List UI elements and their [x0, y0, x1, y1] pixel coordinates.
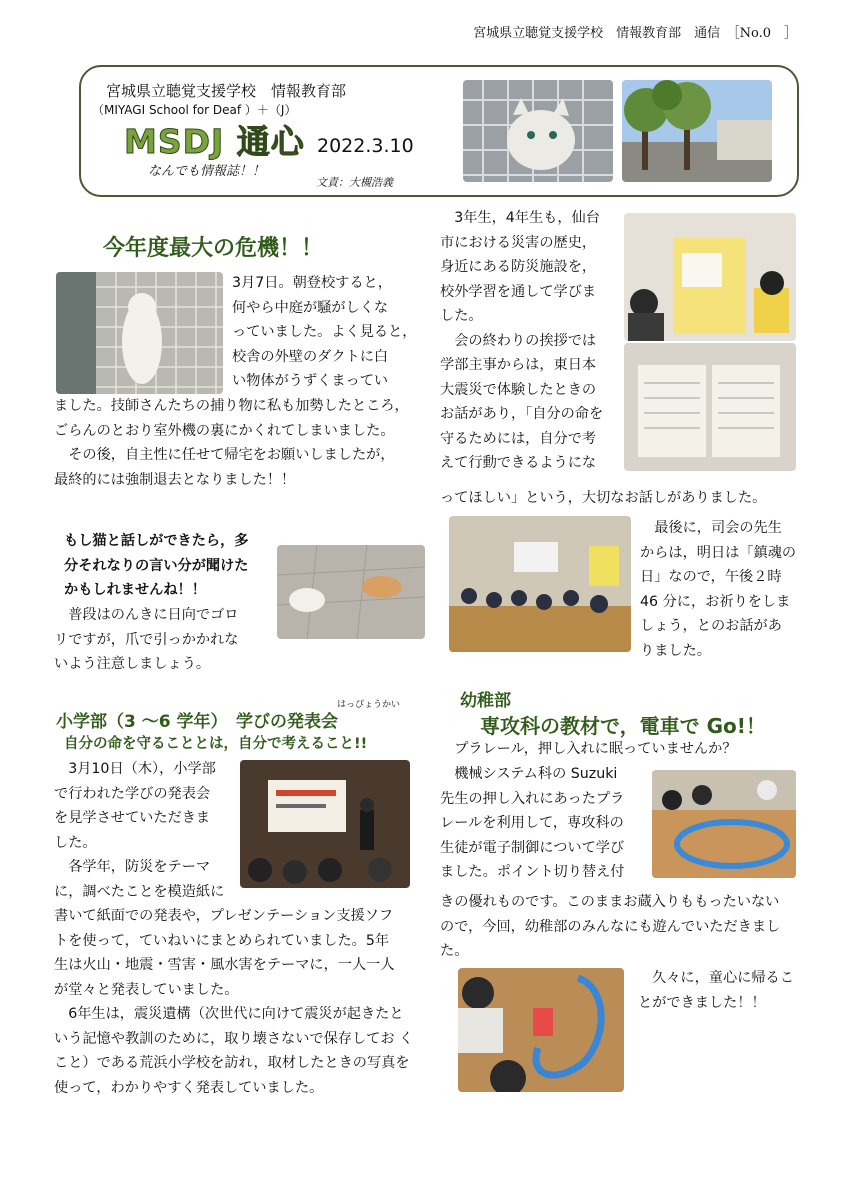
grade34-text-right — [640, 516, 810, 663]
kindergarten-title: 幼稚部 — [460, 691, 511, 711]
text-line: 何やら中庭が騒がしくな — [232, 299, 389, 316]
text-line: 身近にある防災施設を， — [440, 259, 597, 275]
text-line: もし猫と話しができたら，多 — [64, 533, 249, 549]
text-line: を見学させていただきま — [54, 810, 211, 826]
text-line: からは，明日は「鎮魂の — [640, 544, 797, 561]
text-line: 日」なので，午後２時 — [640, 569, 782, 585]
text-line: りました。 — [640, 642, 711, 659]
text-line: 最後に，司会の先生 — [640, 520, 782, 536]
masthead-title: MSDJ 通心 — [124, 122, 305, 161]
text-line: っていました。よく見ると， — [232, 324, 417, 340]
text-line: ました。技師さんたちの捕り物に私も加勢したところ， — [54, 398, 409, 414]
text-line: こと）である荒浜小学校を訪れ，取材したときの写真を — [54, 1055, 410, 1071]
text-line: お話があり，「自分の命を — [440, 406, 604, 422]
text-line: ました。ポイント切り替え付 — [440, 864, 625, 880]
cat-talk-text — [54, 603, 269, 677]
text-line: 46 分に，お祈りをしま — [640, 593, 791, 610]
text-line: 生徒が電子制御について学び — [440, 839, 625, 856]
poster-students-photo — [624, 213, 796, 341]
text-line: いう記憶や教訓のために，取り壊さないで保存してお く — [54, 1030, 414, 1047]
cat-on-duct-photo — [56, 272, 223, 394]
text-line: レールを利用して，専攻科の — [440, 815, 624, 831]
assembly-hall-photo — [449, 516, 631, 652]
text-line: ごらんのとおり室外機の裏にかくれてしまいました。 — [54, 422, 395, 439]
grade34-text — [440, 206, 620, 476]
text-line: 先生の押し入れにあったプラ — [440, 790, 625, 807]
cat-in-cage-photo — [463, 80, 613, 182]
text-line: た。 — [440, 943, 469, 959]
elementary-text-full — [54, 904, 439, 1100]
crisis-text-narrow — [232, 271, 432, 394]
grade34-text-full — [440, 486, 800, 511]
text-line: した。 — [440, 308, 483, 324]
text-line: ので，今回，幼稚部のみんなにも遊んでいただきまし — [440, 918, 781, 935]
text-line: 生は火山・地震・雪害・風水害をテーマに，一人一人 — [54, 957, 395, 973]
presentation-photo — [240, 760, 410, 888]
text-line: トを使って，ていねいにまとめられていました。5年 — [54, 932, 390, 949]
children-playing-photo — [458, 968, 624, 1092]
title-ruby: はっぴょうかい — [337, 700, 401, 710]
masthead-english: （MIYAGI School for Deaf ）＋（J） — [92, 103, 297, 117]
crisis-title: 今年度最大の危機！！ — [103, 236, 324, 261]
cats-on-pavement-photo — [277, 545, 425, 639]
text-line: に，調べたことを模造紙に — [54, 883, 225, 900]
text-line: きの優れものです。このままお蔵入りももったいない — [440, 894, 780, 910]
posters-wall-photo — [624, 343, 796, 471]
text-line: 各学年，防災をテーマ — [54, 859, 211, 875]
text-line: 書いて紙面での発表や，プレゼンテーション支援ソフ — [54, 908, 394, 924]
masthead-author: 文責：大槻浩義 — [316, 176, 393, 189]
text-line: で行われた学びの発表会 — [54, 785, 211, 802]
text-line: 普段はのんきに日向でゴロ — [54, 607, 239, 623]
text-line: その後，自主性に任せて帰宅をお願いしましたが， — [54, 447, 395, 463]
text-line: かもしれませんね！！ — [64, 582, 206, 598]
cat-talk-heading — [64, 529, 264, 603]
crisis-text-full — [54, 394, 434, 492]
text-line: とができました！！ — [638, 994, 766, 1011]
kindergarten-closing — [638, 966, 818, 1015]
text-line: 久々に，童心に帰るこ — [652, 970, 794, 986]
newsletter-header: 宮城県立聴覚支援学校 情報教育部 通信 ［No.0 ］ — [473, 26, 797, 41]
kindergarten-subtitle: 専攻科の教材で，電車で Go!！ — [480, 714, 766, 738]
masthead-school: 宮城県立聴覚支援学校 情報教育部 — [106, 82, 347, 100]
text-line: リですが，爪で引っかかれな — [54, 631, 239, 648]
text-line: 会の終わりの挨拶では — [440, 332, 597, 349]
text-line: 3月7日。朝登校すると， — [232, 275, 392, 291]
text-line: しょう，とのお話があ — [640, 618, 782, 634]
text-line: 大震災で体験したときの — [440, 381, 597, 398]
text-line: 6年生は，震災遺構（次世代に向けて震災が起きたと — [54, 1006, 404, 1022]
text-line: した。 — [54, 834, 97, 851]
text-line: 守るためには，自分で考 — [440, 430, 597, 447]
text-line: プラレール，押し入れに眠っていませんか？ — [440, 741, 737, 757]
masthead-date: 2022.3.10 — [317, 135, 414, 157]
text-line: いよう注意しましょう。 — [54, 656, 211, 672]
text-line: 校外学習を通して学びま — [440, 283, 597, 300]
text-line: 分それなりの言い分が聞けた — [64, 557, 249, 574]
text-line: 市における災害の歴史， — [440, 234, 597, 251]
masthead-subtitle: なんでも情報誌！！ — [148, 164, 266, 179]
elementary-title: 小学部（3 〜6 学年） 学びの発表会 — [56, 712, 338, 732]
text-line: が堂々と発表していました。 — [54, 981, 239, 998]
elementary-text-narrow — [54, 757, 239, 904]
elementary-subtitle: 自分の命を守ることとは，自分で考えること!! — [64, 736, 368, 752]
text-line: 3年生，4年生も，仙台 — [440, 210, 600, 226]
text-line: 使って，わかりやすく発表していました。 — [54, 1079, 324, 1096]
text-line: 学部主事からは，東日本 — [440, 357, 597, 373]
school-trees-photo — [622, 80, 772, 182]
kindergarten-text-full — [440, 890, 820, 964]
train-track-photo — [652, 770, 796, 878]
text-line: えて行動できるようにな — [440, 455, 597, 471]
text-line: 3月10日（木），小学部 — [54, 761, 216, 777]
text-line: 機械システム科の Suzuki — [440, 766, 618, 782]
text-line: い物体がうずくまってい — [232, 373, 389, 389]
text-line: 校舎の外壁のダクトに白 — [232, 348, 389, 365]
kindergarten-text-narrow — [440, 762, 650, 885]
text-line: ってほしい」という，大切なお話しがありました。 — [440, 490, 767, 506]
kindergarten-intro — [440, 737, 820, 762]
text-line: 最終的には強制退去となりました！！ — [54, 471, 296, 488]
